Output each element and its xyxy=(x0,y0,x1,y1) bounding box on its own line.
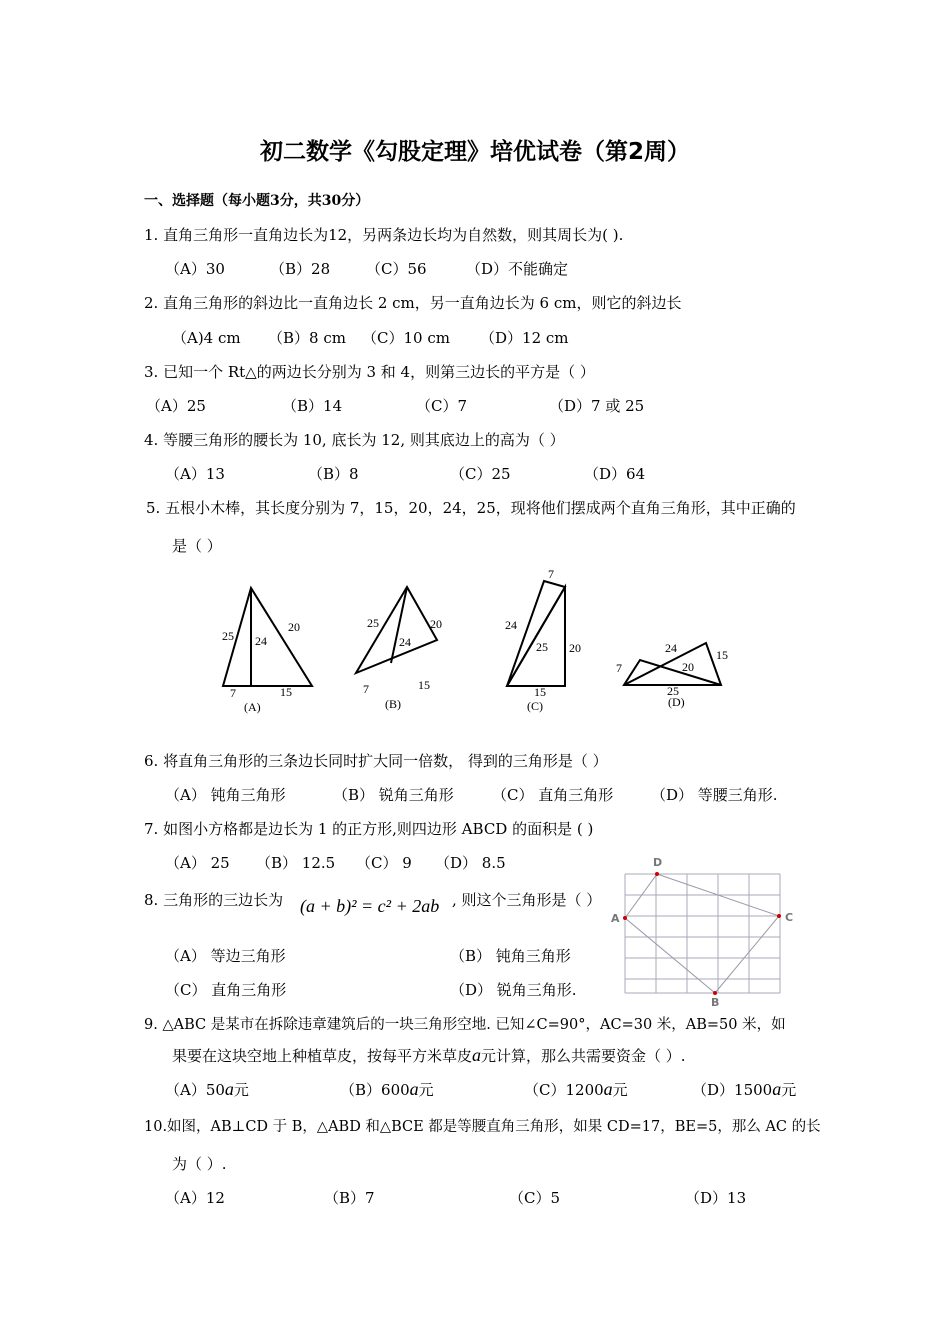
q8-option-c: （C） 直角三角形 xyxy=(165,981,287,999)
q9-text-part2: 元计算，那么共需要资金（ ）. xyxy=(481,1047,686,1065)
vertex-c-label: C xyxy=(785,911,794,924)
q1-option-c: （C）56 xyxy=(366,260,427,278)
fig-c-label-15: 15 xyxy=(534,685,546,699)
q9-option-d-var: a xyxy=(772,1079,782,1099)
question-6-text: 6. 将直角三角形的三条边长同时扩大同一倍数， 得到的三角形是（ ） xyxy=(144,752,608,770)
q9-text-part1: 果要在这块空地上种植草皮，按每平方米草皮 xyxy=(172,1047,473,1065)
q9-option-c-post: 元 xyxy=(612,1081,628,1099)
question-2-text: 2. 直角三角形的斜边比一直角边长 2 cm，另一直角边长为 6 cm，则它的斜边长 xyxy=(144,294,682,312)
question-9-text-cont xyxy=(172,1045,686,1066)
q4-option-b: （B）8 xyxy=(308,465,359,483)
q4-option-d: （D）64 xyxy=(584,465,646,483)
q3-option-d: （D）7 或 25 xyxy=(549,397,645,415)
q10-option-d: （D）13 xyxy=(685,1189,747,1207)
fig-d-label-24: 24 xyxy=(665,641,677,655)
q5-figures xyxy=(200,565,760,720)
q10-option-c: （C）5 xyxy=(509,1189,561,1207)
q7-option-c: （C） 9 xyxy=(356,854,412,872)
q9-option-a-var: a xyxy=(224,1079,234,1099)
question-1-text: 1. 直角三角形一直角边长为12，另两条边长均为自然数，则其周长为( ). xyxy=(144,226,624,244)
fig-a-caption: (A) xyxy=(244,700,261,714)
q3-option-a: （A）25 xyxy=(146,397,206,415)
q9-option-b xyxy=(340,1079,434,1100)
vertex-b-label: B xyxy=(711,996,720,1008)
question-10-text: 10.如图，AB⊥CD 于 B，△ABD 和△BCE 都是等腰直角三角形，如果 CD=17，BE=5，那么 AC 的长 xyxy=(144,1119,821,1135)
q9-option-b-var: a xyxy=(409,1079,419,1099)
question-10-text-cont: 为（ ）. xyxy=(172,1155,227,1173)
q2-option-d: （D）12 cm xyxy=(480,329,569,347)
fig-d-caption: (D) xyxy=(668,695,685,709)
q2-option-b: （B）8 cm xyxy=(268,329,346,347)
q9-var: a xyxy=(472,1045,482,1065)
question-5-text: 5. 五根小木棒，其长度分别为 7，15，20，24，25，现将他们摆成两个直角三角形，其中正确的 xyxy=(146,499,796,517)
question-8-text: 8. 三角形的三边长为 xyxy=(144,891,284,909)
fig-a-label-15: 15 xyxy=(280,685,292,699)
section-heading: 一、选择题（每小题3分，共30分） xyxy=(144,193,370,209)
fig-b-label-7: 7 xyxy=(363,682,369,696)
q8-option-d: （D） 锐角三角形. xyxy=(450,981,577,999)
fig-b-label-25: 25 xyxy=(367,616,379,630)
question-8-text-cont: , 则这个三角形是（ ） xyxy=(452,891,602,909)
q2-option-a: （A)4 cm xyxy=(172,329,241,347)
q6-option-d: （D） 等腰三角形. xyxy=(651,786,778,804)
q7-option-b: （B） 12.5 xyxy=(256,854,336,872)
q9-option-d xyxy=(692,1079,796,1100)
quadrilateral-abcd xyxy=(625,874,779,993)
figure-b xyxy=(356,587,442,711)
fig-c-caption: (C) xyxy=(527,699,543,713)
q8-option-a: （A） 等边三角形 xyxy=(165,947,286,965)
fig-d-label-15: 15 xyxy=(716,648,728,662)
q10-option-b: （B）7 xyxy=(324,1189,375,1207)
q9-option-a-pre: （A）50 xyxy=(165,1081,225,1099)
q9-option-c xyxy=(524,1079,628,1100)
q7-option-a: （A） 25 xyxy=(165,854,230,872)
question-7-text: 7. 如图小方格都是边长为 1 的正方形,则四边形 ABCD 的面积是 ( ) xyxy=(144,820,594,838)
question-3-text: 3. 已知一个 Rt△的两边长分别为 3 和 4，则第三边长的平方是（ ） xyxy=(144,363,595,381)
q6-option-b: （B） 锐角三角形 xyxy=(333,786,454,804)
fig-c-label-25: 25 xyxy=(536,640,548,654)
question-4-text: 4. 等腰三角形的腰长为 10, 底长为 12, 则其底边上的高为（ ） xyxy=(144,431,565,449)
fig-a-label-24: 24 xyxy=(255,634,267,648)
q6-option-c: （C） 直角三角形 xyxy=(492,786,614,804)
q8-formula: (a + b)² = c² + 2ab xyxy=(300,896,440,916)
q10-option-a: （A）12 xyxy=(165,1189,225,1207)
q2-option-c: （C）10 cm xyxy=(362,329,450,347)
q4-option-c: （C）25 xyxy=(450,465,511,483)
q1-option-a: （A）30 xyxy=(165,260,225,278)
fig-b-label-15: 15 xyxy=(418,678,430,692)
fig-a-label-25: 25 xyxy=(222,629,234,643)
q9-option-a xyxy=(165,1079,249,1100)
q1-option-b: （B）28 xyxy=(270,260,331,278)
fig-d-label-25: 25 xyxy=(667,684,679,698)
question-5-text-cont: 是（ ） xyxy=(172,537,222,555)
fig-b-label-20: 20 xyxy=(430,617,442,631)
q9-option-d-pre: （D）1500 xyxy=(692,1081,773,1099)
fig-b-label-24: 24 xyxy=(399,635,411,649)
q9-option-d-post: 元 xyxy=(781,1081,797,1099)
q3-option-b: （B）14 xyxy=(282,397,343,415)
question-9-text: 9. △ABC 是某市在拆除违章建筑后的一块三角形空地. 已知∠C=90°，AC=30 米，AB=50 米，如 xyxy=(144,1017,786,1033)
q9-option-b-post: 元 xyxy=(418,1081,434,1099)
vertex-d-label: D xyxy=(653,856,663,869)
vertex-a-label: A xyxy=(611,912,620,925)
q3-option-c: （C）7 xyxy=(416,397,468,415)
fig-a-label-20: 20 xyxy=(288,620,300,634)
fig-d-label-20: 20 xyxy=(682,660,694,674)
fig-b-caption: (B) xyxy=(385,697,401,711)
fig-c-label-7: 7 xyxy=(548,567,554,581)
q7-grid-figure xyxy=(605,853,800,1008)
q9-option-a-post: 元 xyxy=(233,1081,249,1099)
q9-option-c-var: a xyxy=(603,1079,613,1099)
grid-lines xyxy=(625,874,780,993)
fig-d-label-7: 7 xyxy=(616,661,622,675)
q1-option-d: （D）不能确定 xyxy=(466,260,569,278)
q8-option-b: （B） 钝角三角形 xyxy=(450,947,571,965)
figure-d xyxy=(616,641,728,709)
figure-a xyxy=(222,588,312,714)
fig-a-label-7: 7 xyxy=(230,686,236,700)
page-title: 初二数学《勾股定理》培优试卷（第2周） xyxy=(259,139,690,165)
fig-c-label-20: 20 xyxy=(569,641,581,655)
q6-option-a: （A） 钝角三角形 xyxy=(165,786,286,804)
q9-option-c-pre: （C）1200 xyxy=(524,1081,604,1099)
q4-option-a: （A）13 xyxy=(165,465,225,483)
fig-c-label-24: 24 xyxy=(505,618,517,632)
figure-c xyxy=(505,567,581,713)
q9-option-b-pre: （B）600 xyxy=(340,1081,410,1099)
q7-option-d: （D） 8.5 xyxy=(435,854,506,872)
